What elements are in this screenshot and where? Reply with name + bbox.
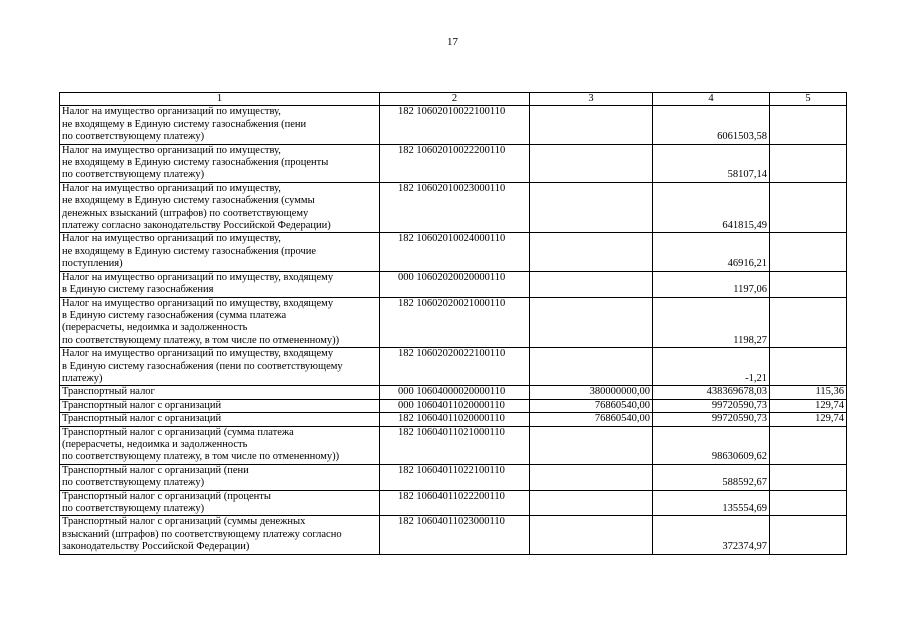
row-name-line: денежных взысканий (штрафов) по соответствующему: [62, 207, 309, 219]
actual-amount-cell: -1,21: [653, 348, 770, 386]
row-name-line: не входящему в Единую систему газоснабжения (пени: [62, 118, 307, 130]
table-row: [60, 464, 847, 490]
percent-cell: [770, 297, 847, 348]
row-name-line: Налог на имущество организаций по имуществу, входящему: [62, 271, 334, 283]
budget-code-cell: 182 10604011023000110: [380, 516, 530, 554]
actual-amount-cell: 372374,97: [653, 516, 770, 554]
row-name-line: в Единую систему газоснабжения (сумма платежа: [62, 309, 287, 321]
budget-code-cell: 000 10604011020000110: [380, 399, 530, 412]
row-name-line: Налог на имущество организаций по имуществу, входящему: [62, 348, 334, 360]
percent-cell: [770, 348, 847, 386]
row-name-cell: [60, 233, 380, 271]
row-name-line: Налог на имущество организаций по имуществу,: [62, 182, 281, 194]
table-row: [60, 399, 847, 412]
table-row: [60, 144, 847, 182]
row-name-line: Транспортный налог: [62, 386, 155, 398]
row-name-line: платежу согласно законодательству Российской Федерации): [62, 220, 331, 232]
table-row: [60, 386, 847, 399]
table-row: [60, 413, 847, 426]
row-name-line: Транспортный налог с организаций (пени: [62, 464, 249, 476]
planned-amount-cell: [530, 144, 653, 182]
row-name-line: по соответствующему платежу): [62, 131, 205, 143]
row-name-cell: [60, 297, 380, 348]
actual-amount-cell: 6061503,58: [653, 106, 770, 144]
table-row: [60, 106, 847, 144]
row-name-cell: [60, 399, 380, 412]
row-name-line: Налог на имущество организаций по имуществу, входящему: [62, 297, 334, 309]
row-name-cell: [60, 516, 380, 554]
actual-amount-cell: 438369678,03: [653, 386, 770, 399]
row-name-line: взысканий (штрафов) по соответствующему платежу согласно: [62, 528, 342, 540]
row-name-cell: [60, 271, 380, 297]
row-name-line: Транспортный налог с организаций (сумма платежа: [62, 426, 294, 438]
planned-amount-cell: [530, 516, 653, 554]
header-row: [60, 93, 847, 106]
column-header: 2: [380, 93, 530, 106]
row-name-cell: [60, 413, 380, 426]
actual-amount-cell: 1198,27: [653, 297, 770, 348]
row-name-line: Транспортный налог с организаций (проценты: [62, 490, 271, 502]
row-name-line: поступления): [62, 258, 123, 270]
row-name-line: Транспортный налог с организаций (суммы денежных: [62, 516, 306, 528]
planned-amount-cell: [530, 426, 653, 464]
planned-amount-cell: 76860540,00: [530, 413, 653, 426]
budget-code-cell: 182 10602010023000110: [380, 182, 530, 233]
actual-amount-cell: 1197,06: [653, 271, 770, 297]
planned-amount-cell: [530, 348, 653, 386]
percent-cell: 115,36: [770, 386, 847, 399]
percent-cell: [770, 233, 847, 271]
planned-amount-cell: [530, 271, 653, 297]
budget-code-cell: 182 10602020022100110: [380, 348, 530, 386]
column-header: 3: [530, 93, 653, 106]
planned-amount-cell: [530, 106, 653, 144]
row-name-line: Транспортный налог с организаций: [62, 399, 222, 411]
budget-code-cell: 182 10604011020000110: [380, 413, 530, 426]
budget-code-cell: 182 10604011022100110: [380, 464, 530, 490]
percent-cell: 129,74: [770, 399, 847, 412]
row-name-cell: [60, 464, 380, 490]
table-row: [60, 426, 847, 464]
actual-amount-cell: 98630609,62: [653, 426, 770, 464]
row-name-line: Налог на имущество организаций по имуществу,: [62, 144, 281, 156]
budget-code-cell: 182 10604011022200110: [380, 490, 530, 516]
budget-code-cell: 182 10602020021000110: [380, 297, 530, 348]
percent-cell: [770, 464, 847, 490]
column-header: 5: [770, 93, 847, 106]
row-name-line: в Единую систему газоснабжения (пени по соответствующему: [62, 360, 343, 372]
percent-cell: [770, 516, 847, 554]
budget-code-cell: 182 10602010024000110: [380, 233, 530, 271]
table-row: [60, 271, 847, 297]
percent-cell: [770, 144, 847, 182]
actual-amount-cell: 641815,49: [653, 182, 770, 233]
row-name-line: по соответствующему платежу, в том числе по отмененному)): [62, 451, 340, 463]
percent-cell: [770, 271, 847, 297]
revenue-table: [59, 92, 847, 555]
percent-cell: [770, 106, 847, 144]
percent-cell: [770, 426, 847, 464]
row-name-line: платежу): [62, 372, 103, 384]
row-name-line: Налог на имущество организаций по имуществу,: [62, 233, 281, 245]
budget-code-cell: 182 10602010022100110: [380, 106, 530, 144]
actual-amount-cell: 135554,69: [653, 490, 770, 516]
row-name-line: в Единую систему газоснабжения: [62, 284, 214, 296]
table-row: [60, 348, 847, 386]
planned-amount-cell: 380000000,00: [530, 386, 653, 399]
budget-code-cell: 000 10604000020000110: [380, 386, 530, 399]
table-row: [60, 182, 847, 233]
planned-amount-cell: [530, 233, 653, 271]
row-name-cell: [60, 386, 380, 399]
budget-code-cell: 000 10602020020000110: [380, 271, 530, 297]
row-name-line: не входящему в Единую систему газоснабжения (прочие: [62, 245, 317, 257]
percent-cell: 129,74: [770, 413, 847, 426]
row-name-line: Транспортный налог с организаций: [62, 413, 222, 425]
table-row: [60, 233, 847, 271]
planned-amount-cell: [530, 464, 653, 490]
row-name-cell: [60, 144, 380, 182]
planned-amount-cell: [530, 182, 653, 233]
budget-code-cell: 182 10602010022200110: [380, 144, 530, 182]
percent-cell: [770, 490, 847, 516]
table-row: [60, 516, 847, 554]
row-name-line: (перерасчеты, недоимка и задолженность: [62, 322, 248, 334]
actual-amount-cell: 588592,67: [653, 464, 770, 490]
planned-amount-cell: 76860540,00: [530, 399, 653, 412]
column-header: 1: [60, 93, 380, 106]
actual-amount-cell: 99720590,73: [653, 399, 770, 412]
row-name-line: по соответствующему платежу): [62, 169, 205, 181]
budget-code-cell: 182 10604011021000110: [380, 426, 530, 464]
row-name-line: Налог на имущество организаций по имуществу,: [62, 106, 281, 118]
row-name-line: по соответствующему платежу): [62, 503, 205, 514]
row-name-cell: [60, 182, 380, 233]
row-name-cell: [60, 348, 380, 386]
table-body: [60, 106, 847, 554]
row-name-line: не входящему в Единую систему газоснабжения (суммы: [62, 195, 315, 207]
row-name-line: законодательству Российской Федерации): [62, 541, 250, 553]
actual-amount-cell: 46916,21: [653, 233, 770, 271]
actual-amount-cell: 99720590,73: [653, 413, 770, 426]
table-row: [60, 297, 847, 348]
row-name-line: (перерасчеты, недоимка и задолженность: [62, 438, 248, 450]
planned-amount-cell: [530, 297, 653, 348]
actual-amount-cell: 58107,14: [653, 144, 770, 182]
row-name-cell: [60, 490, 380, 516]
percent-cell: [770, 182, 847, 233]
page-number: 17: [447, 36, 458, 48]
column-header: 4: [653, 93, 770, 106]
row-name-cell: [60, 106, 380, 144]
planned-amount-cell: [530, 490, 653, 516]
row-name-line: по соответствующему платежу): [62, 477, 205, 489]
row-name-cell: [60, 426, 380, 464]
row-name-line: не входящему в Единую систему газоснабжения (проценты: [62, 157, 329, 169]
table-row: [60, 490, 847, 516]
row-name-line: по соответствующему платежу, в том числе по отмененному)): [62, 334, 340, 346]
